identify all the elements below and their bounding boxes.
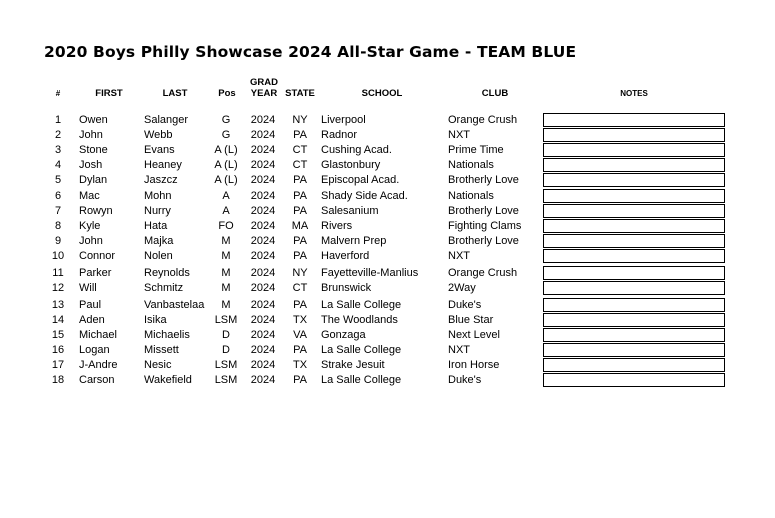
notes-field[interactable] bbox=[543, 281, 725, 295]
header-notes: NOTES bbox=[620, 89, 648, 98]
cell-pos: A (L) bbox=[214, 174, 238, 186]
notes-field[interactable] bbox=[543, 298, 725, 312]
cell-num: 11 bbox=[52, 267, 64, 279]
cell-num: 14 bbox=[51, 314, 65, 326]
cell-num: 17 bbox=[51, 359, 65, 371]
cell-pos: M bbox=[221, 250, 231, 262]
cell-year: 2024 bbox=[250, 129, 276, 141]
cell-school: Shady Side Acad. bbox=[321, 190, 408, 202]
cell-state: PA bbox=[293, 344, 307, 356]
cell-year: 2024 bbox=[250, 299, 276, 311]
header-first: FIRST bbox=[95, 88, 123, 99]
cell-pos: A (L) bbox=[214, 144, 238, 156]
header-pos: Pos bbox=[218, 88, 236, 99]
notes-field[interactable] bbox=[543, 143, 725, 157]
cell-last: Nurry bbox=[144, 205, 171, 217]
cell-num: 2 bbox=[54, 129, 62, 141]
cell-school: La Salle College bbox=[321, 374, 402, 386]
cell-club: Duke's bbox=[448, 299, 482, 311]
cell-state: PA bbox=[293, 235, 307, 247]
cell-state: PA bbox=[293, 250, 307, 262]
cell-school: La Salle College bbox=[321, 344, 402, 356]
cell-school: Cushing Acad. bbox=[321, 144, 392, 156]
header-club: CLUB bbox=[481, 88, 509, 99]
cell-last: Michaelis bbox=[144, 329, 190, 341]
header-year: YEAR bbox=[250, 88, 278, 99]
cell-first: Paul bbox=[79, 299, 102, 311]
cell-school: Glastonbury bbox=[321, 159, 381, 171]
cell-last: Heaney bbox=[144, 159, 182, 171]
cell-year: 2024 bbox=[250, 174, 276, 186]
cell-school: Rivers bbox=[321, 220, 353, 232]
notes-field[interactable] bbox=[543, 113, 725, 127]
cell-pos: M bbox=[221, 282, 231, 294]
cell-year: 2024 bbox=[250, 114, 276, 126]
cell-pos: LSM bbox=[214, 359, 238, 371]
cell-state: PA bbox=[293, 174, 307, 186]
cell-first: Logan bbox=[79, 344, 110, 356]
notes-field[interactable] bbox=[543, 343, 725, 357]
cell-club: Blue Star bbox=[448, 314, 494, 326]
cell-last: Schmitz bbox=[144, 282, 184, 294]
notes-field[interactable] bbox=[543, 158, 725, 172]
cell-pos: G bbox=[221, 129, 231, 141]
cell-last: Nesic bbox=[144, 359, 172, 371]
cell-state: CT bbox=[292, 159, 308, 171]
cell-num: 16 bbox=[51, 344, 65, 356]
cell-num: 12 bbox=[51, 282, 65, 294]
header-grad: GRAD bbox=[250, 77, 278, 88]
cell-num: 1 bbox=[54, 114, 62, 126]
cell-first: Mac bbox=[79, 190, 100, 202]
cell-year: 2024 bbox=[250, 344, 276, 356]
notes-field[interactable] bbox=[543, 373, 725, 387]
cell-club: Fighting Clams bbox=[448, 220, 522, 232]
cell-club: Next Level bbox=[448, 329, 500, 341]
cell-pos: D bbox=[222, 344, 230, 356]
cell-state: MA bbox=[291, 220, 309, 232]
cell-year: 2024 bbox=[250, 190, 276, 202]
cell-school: Episcopal Acad. bbox=[321, 174, 400, 186]
notes-field[interactable] bbox=[543, 189, 725, 203]
cell-state: PA bbox=[293, 129, 307, 141]
cell-school: Gonzaga bbox=[321, 329, 366, 341]
cell-state: CT bbox=[292, 144, 308, 156]
cell-first: Dylan bbox=[79, 174, 108, 186]
cell-num: 9 bbox=[54, 235, 62, 247]
cell-year: 2024 bbox=[250, 282, 276, 294]
notes-field[interactable] bbox=[543, 219, 725, 233]
cell-first: John bbox=[79, 235, 103, 247]
notes-field[interactable] bbox=[543, 313, 725, 327]
cell-num: 18 bbox=[51, 374, 65, 386]
cell-first: Parker bbox=[79, 267, 112, 279]
header-school: SCHOOL bbox=[361, 88, 403, 99]
page-title: 2020 Boys Philly Showcase 2024 All-Star Game - TEAM BLUE bbox=[44, 43, 577, 61]
header-last: LAST bbox=[162, 88, 188, 99]
cell-club: Nationals bbox=[448, 190, 494, 202]
cell-pos: A bbox=[222, 205, 230, 217]
cell-last: Majka bbox=[144, 235, 174, 247]
cell-last: Nolen bbox=[144, 250, 173, 262]
cell-first: J-Andre bbox=[79, 359, 118, 371]
cell-school: Liverpool bbox=[321, 114, 366, 126]
cell-pos: M bbox=[221, 299, 231, 311]
cell-state: NY bbox=[292, 114, 308, 126]
cell-num: 13 bbox=[51, 299, 65, 311]
cell-last: Hata bbox=[144, 220, 168, 232]
cell-club: Nationals bbox=[448, 159, 494, 171]
notes-field[interactable] bbox=[543, 173, 725, 187]
cell-pos: LSM bbox=[214, 314, 238, 326]
cell-last: Evans bbox=[144, 144, 175, 156]
cell-year: 2024 bbox=[250, 159, 276, 171]
cell-num: 5 bbox=[54, 174, 62, 186]
header-state: STATE bbox=[285, 88, 315, 99]
cell-first: Michael bbox=[79, 329, 117, 341]
cell-pos: M bbox=[221, 267, 231, 279]
cell-first: Kyle bbox=[79, 220, 101, 232]
cell-num: 15 bbox=[51, 329, 65, 341]
cell-pos: LSM bbox=[214, 374, 238, 386]
cell-first: Will bbox=[79, 282, 97, 294]
cell-year: 2024 bbox=[250, 235, 276, 247]
notes-field[interactable] bbox=[543, 249, 725, 263]
cell-last: Vanbastelaa bbox=[144, 299, 205, 311]
cell-first: Connor bbox=[79, 250, 116, 262]
cell-year: 2024 bbox=[250, 314, 276, 326]
cell-club: Brotherly Love bbox=[448, 174, 519, 186]
cell-pos: FO bbox=[218, 220, 234, 232]
cell-state: CT bbox=[292, 282, 308, 294]
cell-state: PA bbox=[293, 374, 307, 386]
cell-club: NXT bbox=[448, 344, 470, 356]
notes-field[interactable] bbox=[543, 204, 725, 218]
cell-last: Mohn bbox=[144, 190, 172, 202]
cell-last: Webb bbox=[144, 129, 173, 141]
cell-last: Salanger bbox=[144, 114, 189, 126]
header-num: # bbox=[55, 89, 61, 98]
cell-year: 2024 bbox=[250, 144, 276, 156]
cell-state: NY bbox=[292, 267, 308, 279]
notes-field[interactable] bbox=[543, 234, 725, 248]
cell-state: TX bbox=[292, 359, 308, 371]
cell-last: Missett bbox=[144, 344, 179, 356]
cell-num: 4 bbox=[54, 159, 62, 171]
cell-school: Haverford bbox=[321, 250, 370, 262]
cell-pos: A (L) bbox=[214, 159, 238, 171]
cell-state: TX bbox=[292, 314, 308, 326]
cell-club: 2Way bbox=[448, 282, 476, 294]
cell-pos: G bbox=[221, 114, 231, 126]
cell-first: Rowyn bbox=[79, 205, 113, 217]
cell-year: 2024 bbox=[250, 374, 276, 386]
cell-club: Orange Crush bbox=[448, 114, 518, 126]
cell-club: Brotherly Love bbox=[448, 235, 519, 247]
cell-first: Carson bbox=[79, 374, 115, 386]
cell-club: NXT bbox=[448, 129, 470, 141]
cell-state: PA bbox=[293, 299, 307, 311]
cell-state: VA bbox=[293, 329, 307, 341]
cell-club: Iron Horse bbox=[448, 359, 500, 371]
cell-first: Josh bbox=[79, 159, 103, 171]
notes-field[interactable] bbox=[543, 358, 725, 372]
cell-school: Strake Jesuit bbox=[321, 359, 385, 371]
cell-year: 2024 bbox=[250, 267, 276, 279]
cell-club: Brotherly Love bbox=[448, 205, 519, 217]
cell-last: Jaszcz bbox=[144, 174, 178, 186]
cell-num: 10 bbox=[51, 250, 65, 262]
cell-num: 6 bbox=[54, 190, 62, 202]
cell-pos: D bbox=[222, 329, 230, 341]
cell-year: 2024 bbox=[250, 250, 276, 262]
notes-field[interactable] bbox=[543, 266, 725, 280]
cell-school: La Salle College bbox=[321, 299, 402, 311]
cell-first: Owen bbox=[79, 114, 108, 126]
cell-last: Isika bbox=[144, 314, 167, 326]
cell-num: 3 bbox=[54, 144, 62, 156]
cell-year: 2024 bbox=[250, 359, 276, 371]
cell-school: Brunswick bbox=[321, 282, 372, 294]
cell-state: PA bbox=[293, 190, 307, 202]
cell-school: Malvern Prep bbox=[321, 235, 387, 247]
cell-first: John bbox=[79, 129, 103, 141]
cell-school: Radnor bbox=[321, 129, 358, 141]
cell-num: 8 bbox=[54, 220, 62, 232]
cell-school: The Woodlands bbox=[321, 314, 398, 326]
cell-club: Orange Crush bbox=[448, 267, 518, 279]
cell-last: Reynolds bbox=[144, 267, 190, 279]
notes-field[interactable] bbox=[543, 128, 725, 142]
notes-field[interactable] bbox=[543, 328, 725, 342]
cell-first: Aden bbox=[79, 314, 105, 326]
cell-school: Fayetteville-Manlius bbox=[321, 267, 419, 279]
cell-pos: M bbox=[221, 235, 231, 247]
cell-club: NXT bbox=[448, 250, 470, 262]
cell-pos: A bbox=[222, 190, 230, 202]
cell-state: PA bbox=[293, 205, 307, 217]
cell-club: Prime Time bbox=[448, 144, 504, 156]
cell-last: Wakefield bbox=[144, 374, 192, 386]
cell-num: 7 bbox=[54, 205, 62, 217]
cell-school: Salesanium bbox=[321, 205, 379, 217]
cell-club: Duke's bbox=[448, 374, 482, 386]
cell-first: Stone bbox=[79, 144, 108, 156]
cell-year: 2024 bbox=[250, 205, 276, 217]
cell-year: 2024 bbox=[250, 329, 276, 341]
cell-year: 2024 bbox=[250, 220, 276, 232]
